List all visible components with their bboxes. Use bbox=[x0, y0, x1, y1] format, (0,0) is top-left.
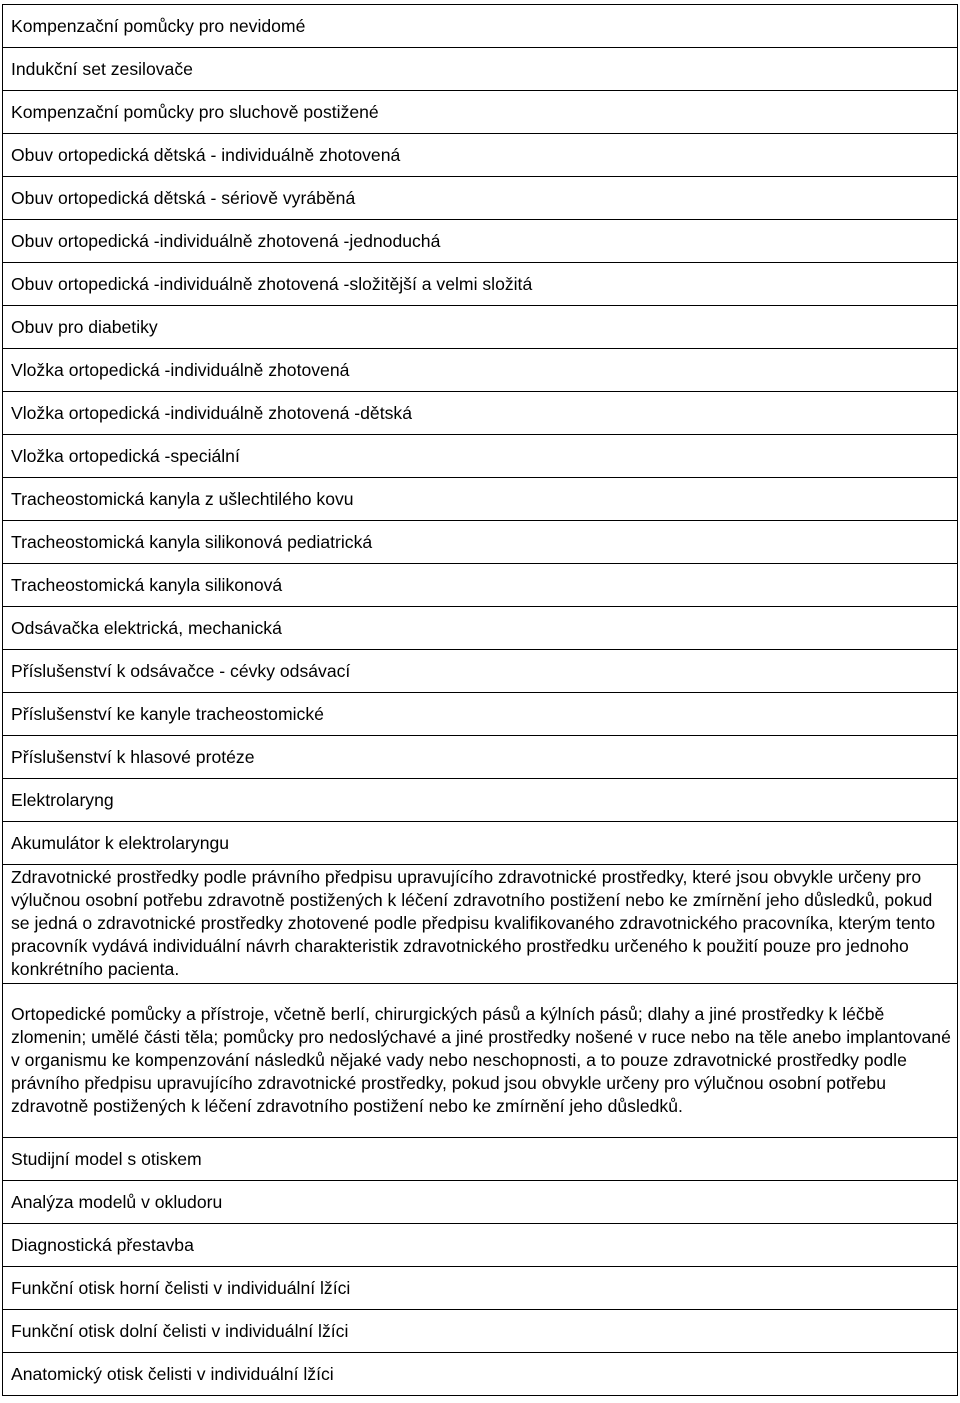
table-cell: Elektrolaryng bbox=[3, 779, 958, 822]
table-row bbox=[3, 1353, 958, 1396]
table-row bbox=[3, 5, 958, 48]
table-row bbox=[3, 693, 958, 736]
table-row bbox=[3, 349, 958, 392]
items-table bbox=[2, 4, 958, 1396]
table-cell: Funkční otisk dolní čelisti v individuální lžíci bbox=[3, 1310, 958, 1353]
table-row bbox=[3, 478, 958, 521]
table-row bbox=[3, 607, 958, 650]
table-cell: Ortopedické pomůcky a přístroje, včetně berlí, chirurgických pásů a kýlních pásů; dlahy a jiné prostředky k léčbě zlomenin; umělé části těla; pomůcky pro nedoslýchavé a jiné prostředky nošené v ruce nebo na těle anebo implantované v organismu ke kompenzování následků nějaké vady nebo neschopnosti, a to pouze zdravotnické prostředky podle právního předpisu upravujícího zdravotnické prostředky, pokud jsou obvykle určeny pro výlučnou osobní potřebu zdravotně postižených k léčení zdravotního postižení nebo ke zmírnění jeho důsledků. bbox=[3, 984, 958, 1138]
table-row bbox=[3, 822, 958, 865]
table-row bbox=[3, 91, 958, 134]
table-cell: Studijní model s otiskem bbox=[3, 1138, 958, 1181]
table-row bbox=[3, 392, 958, 435]
table-cell: Vložka ortopedická -individuálně zhotovená bbox=[3, 349, 958, 392]
table-row bbox=[3, 564, 958, 607]
table-cell: Tracheostomická kanyla silikonová pediatrická bbox=[3, 521, 958, 564]
table-cell: Obuv ortopedická -individuálně zhotovená -složitější a velmi složitá bbox=[3, 263, 958, 306]
table-row bbox=[3, 1181, 958, 1224]
table-row bbox=[3, 435, 958, 478]
table-cell: Zdravotnické prostředky podle právního předpisu upravujícího zdravotnické prostředky, které jsou obvykle určeny pro výlučnou osobní potřebu zdravotně postižených k léčení zdravotního postižení nebo ke zmírnění jeho důsledků, pokud se jedná o zdravotnické prostředky zhotovené podle předpisu kvalifikovaného zdravotnického pracovníka, kterým tento pracovník vydává individuální návrh charakteristik zdravotnického prostředku určeného k použití pouze pro jednoho konkrétního pacienta. bbox=[3, 865, 958, 984]
table-row bbox=[3, 1224, 958, 1267]
table-row bbox=[3, 177, 958, 220]
table-cell: Anatomický otisk čelisti v individuální lžíci bbox=[3, 1353, 958, 1396]
table-row bbox=[3, 48, 958, 91]
table-row bbox=[3, 220, 958, 263]
table-row bbox=[3, 306, 958, 349]
table-cell: Odsávačka elektrická, mechanická bbox=[3, 607, 958, 650]
table-cell: Akumulátor k elektrolaryngu bbox=[3, 822, 958, 865]
table-cell: Funkční otisk horní čelisti v individuální lžíci bbox=[3, 1267, 958, 1310]
table-cell: Diagnostická přestavba bbox=[3, 1224, 958, 1267]
table-cell: Příslušenství k hlasové protéze bbox=[3, 736, 958, 779]
table-cell: Obuv ortopedická -individuálně zhotovená -jednoduchá bbox=[3, 220, 958, 263]
table-row bbox=[3, 736, 958, 779]
table-row bbox=[3, 1310, 958, 1353]
items-table-body bbox=[3, 5, 958, 1396]
table-row bbox=[3, 1138, 958, 1181]
table-row bbox=[3, 134, 958, 177]
table-cell: Indukční set zesilovače bbox=[3, 48, 958, 91]
table-row bbox=[3, 521, 958, 564]
table-cell: Obuv ortopedická dětská - individuálně zhotovená bbox=[3, 134, 958, 177]
table-cell: Příslušenství ke kanyle tracheostomické bbox=[3, 693, 958, 736]
table-cell: Tracheostomická kanyla z ušlechtilého kovu bbox=[3, 478, 958, 521]
table-cell: Obuv ortopedická dětská - sériově vyráběná bbox=[3, 177, 958, 220]
table-row bbox=[3, 779, 958, 822]
table-row bbox=[3, 984, 958, 1138]
table-cell: Kompenzační pomůcky pro nevidomé bbox=[3, 5, 958, 48]
table-cell: Kompenzační pomůcky pro sluchově postižené bbox=[3, 91, 958, 134]
table-cell: Analýza modelů v okludoru bbox=[3, 1181, 958, 1224]
table-row bbox=[3, 263, 958, 306]
table-cell: Příslušenství k odsávačce - cévky odsávací bbox=[3, 650, 958, 693]
table-row bbox=[3, 650, 958, 693]
table-cell: Vložka ortopedická -individuálně zhotovená -dětská bbox=[3, 392, 958, 435]
table-row bbox=[3, 865, 958, 984]
table-cell: Vložka ortopedická -speciální bbox=[3, 435, 958, 478]
table-row bbox=[3, 1267, 958, 1310]
table-cell: Tracheostomická kanyla silikonová bbox=[3, 564, 958, 607]
table-cell: Obuv pro diabetiky bbox=[3, 306, 958, 349]
